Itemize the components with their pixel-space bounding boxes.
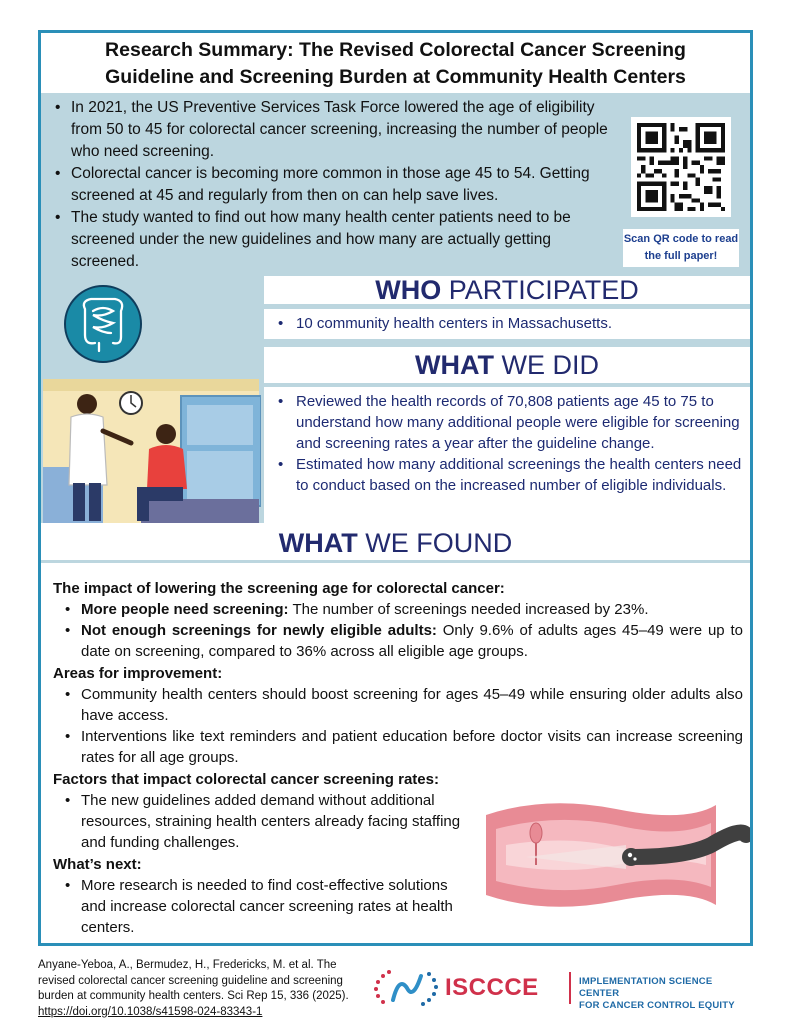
impact-bullet — [53, 620, 743, 662]
doi-link[interactable]: https://doi.org/10.1038/s41598-024-83343-1 — [38, 1005, 263, 1018]
colonoscopy-image — [486, 795, 753, 915]
factors-heading: Factors that impact colorectal cancer screening rates: — [53, 771, 439, 788]
what-did-heading-rest: WE DID — [493, 350, 599, 380]
who-heading — [264, 276, 750, 304]
impact-bullet-bold: More people need screening: — [81, 601, 289, 618]
logo-name: ISCCCE — [445, 974, 539, 1001]
found-heading-rest: WE FOUND — [357, 528, 513, 558]
logo-subtitle — [579, 976, 753, 1012]
illustration — [41, 271, 261, 523]
next-bullet: • More research is needed to find cost-effective solutions and increase colorectal cancer screening rates at health centers. — [53, 875, 473, 938]
areas-bullet: • Community health centers should boost screening for ages 45–49 while ensuring older adults also have access. — [53, 684, 743, 726]
who-heading-bold: WHO — [375, 275, 442, 305]
what-did-heading — [264, 347, 750, 383]
areas-heading: Areas for improvement: — [53, 665, 223, 682]
qr-code-icon — [637, 123, 725, 211]
areas-list — [53, 684, 743, 768]
qr-code[interactable] — [631, 117, 731, 217]
who-heading-rest: PARTICIPATED — [441, 275, 639, 305]
impact-list — [53, 599, 743, 662]
impact-heading: The impact of lowering the screening age for colorectal cancer: — [53, 580, 505, 597]
logo-subtitle-line-2: FOR CANCER CONTROL EQUITY — [579, 1000, 735, 1011]
areas-bullet: • Interventions like text reminders and patient education before doctor visits can increase screening rates for all age groups. — [53, 726, 743, 768]
page-title — [41, 37, 750, 91]
what-did-bullet: • Reviewed the health records of 70,808 patients age 45 to 75 to understand how many additional people were eligible for screening and screening rates a year after the guideline change. — [264, 391, 750, 454]
isccce-logo — [373, 966, 753, 1010]
what-did-heading-bold: WHAT — [415, 350, 494, 380]
title-line-2: Guideline and Screening Burden at Community Health Centers — [105, 66, 686, 88]
illustration-panel — [41, 271, 261, 523]
impact-bullet-text: Only 9.6% of adults ages 45–49 were up to date on screening, compared to 36% across all eligible age groups. — [81, 622, 743, 660]
intro-list — [51, 97, 611, 273]
impact-bullet — [53, 599, 743, 620]
intro-bullet: • Colorectal cancer is becoming more common in those age 45 to 54. Getting screened at 45 and regularly from then on can help save lives. — [51, 163, 611, 207]
impact-bullet-text: The number of screenings needed increased by 23%. — [288, 601, 649, 618]
intro-section — [41, 93, 750, 299]
citation — [38, 958, 368, 1020]
who-participated-section — [261, 271, 753, 343]
what-did-list — [264, 391, 750, 496]
impact-bullet-bold: Not enough screenings for newly eligible adults: — [81, 622, 437, 639]
intestines-icon — [65, 286, 141, 362]
intro-bullet: • In 2021, the US Preventive Services Task Force lowered the age of eligibility from 50 to 45 for colorectal cancer screening, increasing the number of people who need screening. — [51, 97, 611, 163]
logo-divider — [569, 972, 571, 1004]
title-line-1: Research Summary: The Revised Colorectal Cancer Screening — [105, 39, 686, 61]
qr-caption: Scan QR code to read the full paper! — [623, 229, 739, 267]
intro-bullet: • The study wanted to find out how many health center patients need to be screened under the new guidelines and how many are actually getting screened. — [51, 207, 611, 273]
summary-frame — [38, 30, 753, 946]
who-bullet: • 10 community health centers in Massachusetts. — [264, 313, 750, 334]
what-we-found-heading — [41, 523, 750, 563]
logo-subtitle-line-1: IMPLEMENTATION SCIENCE CENTER — [579, 976, 713, 999]
what-did-bullet: • Estimated how many additional screenings the health centers need to conduct based on the increased number of eligible individuals. — [264, 454, 750, 496]
next-heading: What’s next: — [53, 856, 142, 873]
what-we-did-section — [261, 343, 753, 523]
who-list — [264, 313, 750, 334]
found-heading-bold: WHAT — [278, 528, 358, 558]
citation-text: Anyane-Yeboa, A., Bermudez, H., Fredericks, M. et al. The revised colorectal cancer screening guideline and screening burden at community health centers. Sci Rep 15, 336 (2025). — [38, 959, 349, 1002]
factors-bullet: • The new guidelines added demand without additional resources, straining health centers already facing staffing and funding challenges. — [53, 790, 473, 853]
isccce-logo-icon — [373, 966, 439, 1010]
